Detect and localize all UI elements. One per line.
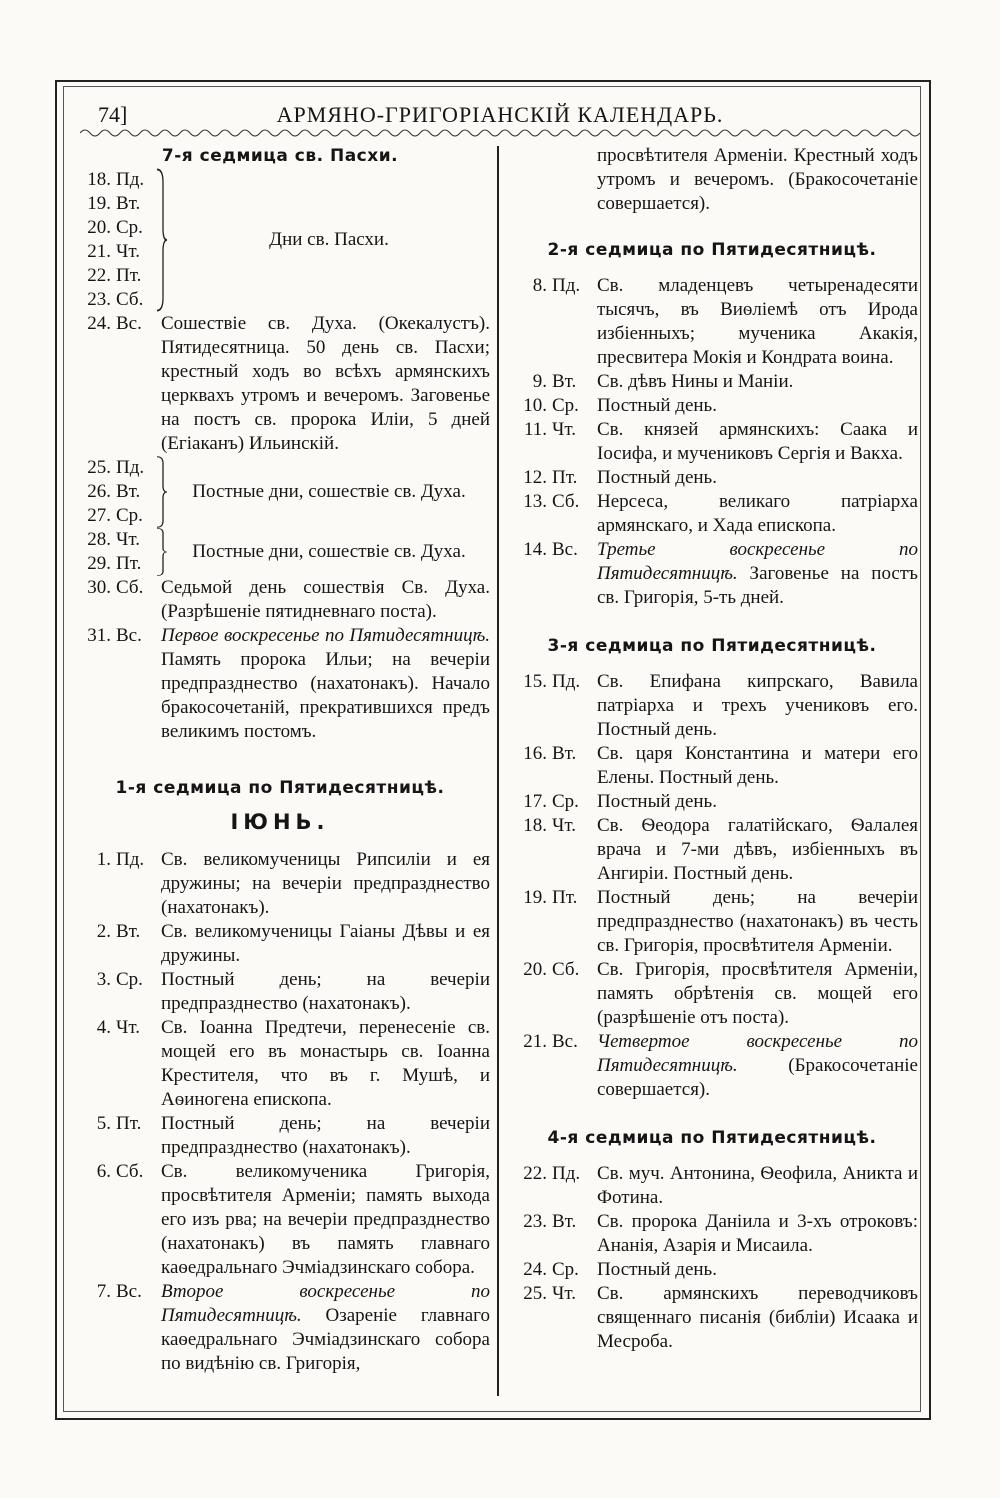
wavy-rule (80, 127, 920, 139)
brace-icon (156, 528, 168, 576)
group-text: Постные дни, сошествіе св. Духа. (192, 481, 466, 502)
column-divider (497, 146, 499, 1396)
right-column (506, 144, 918, 1354)
list-item: 20. Ср. (87, 217, 143, 238)
calendar-entry: 2. Вт. Св. великомученицы Гаіаны Дѣвы и ея дружины. (96, 921, 490, 966)
calendar-entry: 24. Ср. Постный день. (523, 1259, 717, 1280)
calendar-entry: 30. Сб. Седьмой день сошествія Св. Духа. (Разрѣшеніе пятидневнаго поста). (87, 577, 490, 622)
day-group (70, 168, 490, 312)
calendar-entry-continued: просвѣтителя Арменіи. Крестный ходъ утромъ и вечеромъ. (Бракосочетаніе совершается). (597, 145, 918, 214)
calendar-entry: 10. Ср. Постный день. (523, 395, 717, 416)
calendar-entry: 31. Вс. Первое воскресенье по Пятидесятницѣ. Память пророка Ильи; на вечеріи предпразднество (нахатонакъ). Начало бракосочетаній, прекратившихся предъ великимъ постомъ. (87, 625, 490, 742)
list-item: 22. Пт. (87, 265, 142, 286)
calendar-entry: 24. Вс. Сошествіе св. Духа. (Окекалустъ). Пятидесятница. 50 день св. Пасхи; крестный ходъ во всѣхъ армянскихъ церквахъ утромъ и вечеромъ. Заговенье на постъ св. пророка Иліи, 5 дней (Егіаканъ) Ильинскій. (87, 313, 490, 454)
calendar-entry: 15. Пд. Св. Епифана кипрскаго, Вавила патріарха и трехъ учениковъ его. Постный день. (523, 671, 918, 740)
calendar-entry: 6. Сб. Св. великомученика Григорія, просвѣтителя Арменіи; память выхода его изъ рва; на вечеріи предпразднество (нахатонакъ) въ память главнаго каѳедральнаго Эчміадзинскаго собора. (96, 1161, 490, 1278)
day-group (70, 528, 490, 576)
calendar-entry: 22. Пд. Св. муч. Антонина, Ѳеофила, Аникта и Фотина. (523, 1163, 918, 1208)
list-item: 18. Пд. (87, 169, 145, 190)
list-item: 26. Вт. (87, 481, 141, 502)
page-number: 74] (98, 102, 128, 127)
day-group-list (70, 456, 156, 528)
group-text: Постные дни, сошествіе св. Духа. (192, 541, 466, 562)
section-heading: 1-я седмица по Пятидесятницѣ. (115, 778, 445, 798)
group-text: Дни св. Пасхи. (269, 229, 389, 250)
list-item: 23. Сб. (87, 289, 144, 310)
running-title: АРМЯНО-ГРИГОРІАНСКІЙ КАЛЕНДАРЬ. (276, 102, 724, 127)
list-item: 27. Ср. (87, 505, 143, 526)
calendar-entry: 17. Ср. Постный день. (523, 791, 717, 812)
list-item: 21. Чт. (87, 241, 140, 262)
calendar-entry: 1. Пд. Св. великомученицы Рипсиліи и ея дружины; на вечеріи предпразднество (нахатонакъ). (96, 849, 490, 918)
brace-icon (156, 168, 168, 312)
list-item: 28. Чт. (87, 529, 140, 550)
calendar-entry: 13. Сб. Нерсеса, великаго патріарха армянскаго, и Хада епископа. (523, 491, 918, 536)
day-group-list (70, 528, 156, 576)
calendar-entry: 14. Вс. Третье воскресенье по Пятидесятницѣ. Заговенье на постъ св. Григорія, 5-ть дней. (523, 539, 918, 608)
calendar-entry: 12. Пт. Постный день. (523, 467, 717, 488)
section-heading: 2-я седмица по Пятидесятницѣ. (547, 240, 877, 260)
list-item: 25. Пд. (87, 457, 145, 478)
calendar-entry: 7. Вс. Второе воскресенье по Пятидесятницѣ. Озареніе главнаго каѳедральнаго Эчміадзинскаго собора по видѣнію св. Григорія, (96, 1281, 490, 1374)
day-group-list (70, 168, 156, 312)
brace-icon (156, 456, 168, 528)
calendar-entry: 19. Пт. Постный день; на вечеріи предпразднество (нахатонакъ) въ честь св. Григорія, просвѣтителя Арменіи. (523, 887, 918, 956)
month-title: ІЮНЬ. (230, 810, 330, 834)
section-heading: 3-я седмица по Пятидесятницѣ. (547, 636, 877, 656)
calendar-entry: 8. Пд. Св. младенцевъ четыренадесяти тысячъ, въ Виѳліемѣ отъ Ирода избіенныхъ; мученика Акакія, пресвитера Мокія и Кондрата воина. (532, 275, 918, 368)
section-heading: 7-я седмица св. Пасхи. (161, 146, 399, 166)
calendar-entry: 11. Чт. Св. князей армянскихъ: Саака и Іосифа, и мучениковъ Сергія и Вакха. (523, 419, 918, 464)
calendar-entry: 16. Вт. Св. царя Константина и матери его Елены. Постный день. (523, 743, 918, 788)
calendar-entry: 4. Чт. Св. Іоанна Предтечи, перенесеніе св. мощей его въ монастырь св. Іоанна Крестителя, что въ г. Мушѣ, и Аѳиногена епископа. (96, 1017, 490, 1110)
calendar-entry: 5. Пт. Постный день; на вечеріи предпразднество (нахатонакъ). (96, 1113, 490, 1158)
calendar-entry: 25. Чт. Св. армянскихъ переводчиковъ священнаго писанія (библіи) Исаака и Месроба. (523, 1283, 918, 1352)
calendar-entry: 18. Чт. Св. Ѳеодора галатійскаго, Ѳалалея врача и 7-ми дѣвъ, избіенныхъ въ Ангиріи. Постный день. (523, 815, 918, 884)
list-item: 19. Вт. (87, 193, 141, 214)
calendar-entry: 20. Сб. Св. Григорія, просвѣтителя Арменіи, память обрѣтенія св. мощей его (разрѣшеніе отъ поста). (523, 959, 918, 1028)
calendar-entry: 3. Ср. Постный день; на вечеріи предпразднество (нахатонакъ). (96, 969, 490, 1014)
section-heading: 4-я седмица по Пятидесятницѣ. (547, 1128, 877, 1148)
left-column (70, 144, 490, 1376)
calendar-entry: 23. Вт. Св. пророка Даніила и 3-хъ отроковъ: Ананія, Азарія и Мисаила. (523, 1211, 918, 1256)
calendar-entry: 21. Вс. Четвертое воскресенье по Пятидесятницѣ. (Бракосочетаніе совершается). (523, 1031, 918, 1100)
list-item: 29. Пт. (87, 553, 142, 574)
day-group (70, 456, 490, 528)
calendar-entry: 9. Вт. Св. дѣвъ Нины и Маніи. (532, 371, 794, 392)
